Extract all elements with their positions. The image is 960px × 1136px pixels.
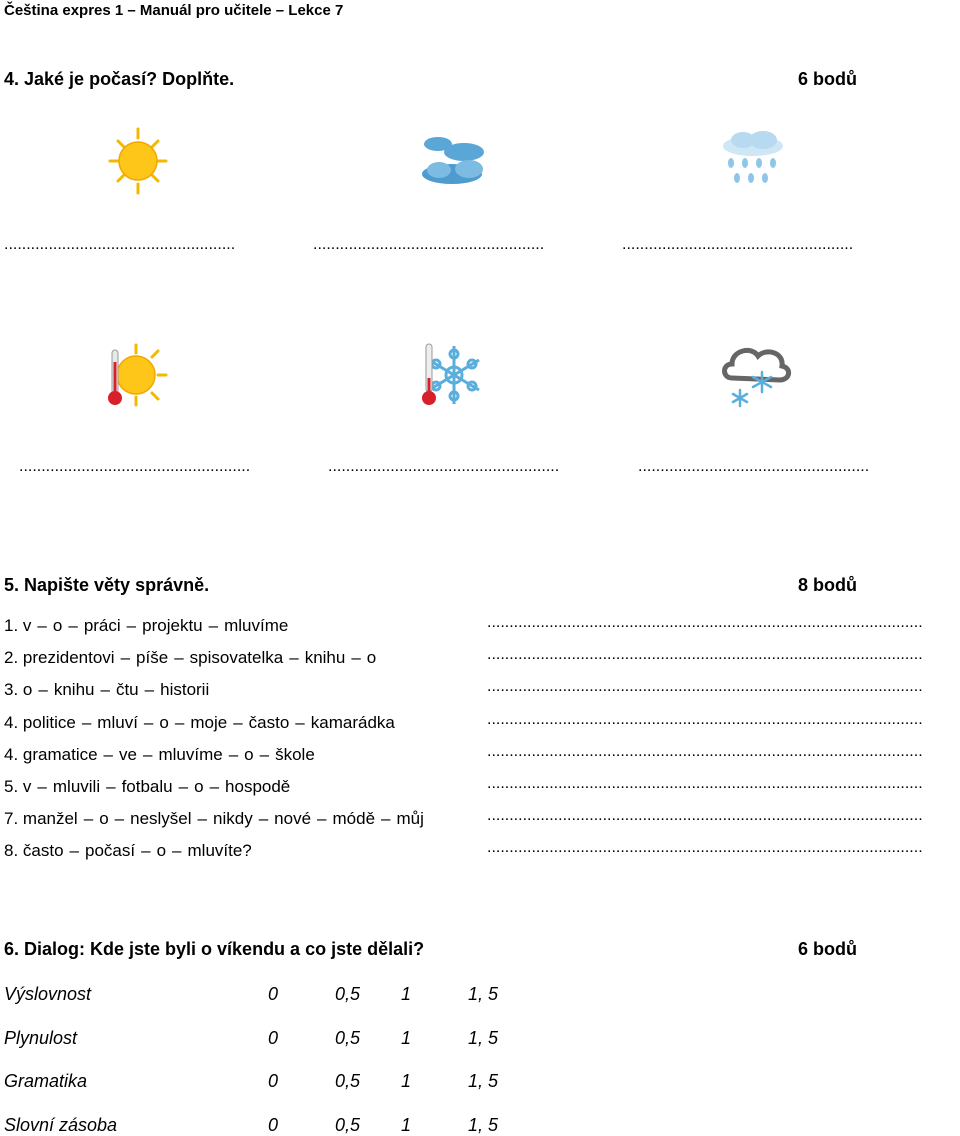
answer-blank-2[interactable]: ....................................................: [313, 236, 545, 253]
scrambled-word: hospodě: [225, 777, 291, 796]
section-6-points: 6 bodů: [798, 939, 857, 959]
word-separator: –: [289, 648, 299, 667]
score-option[interactable]: 0,5: [335, 984, 361, 1004]
score-option[interactable]: 1: [401, 1071, 412, 1091]
sentence-answer-blank[interactable]: ..................................................................................................: [487, 839, 923, 856]
score-option[interactable]: 0,5: [335, 1115, 361, 1135]
sentence-answer-blank[interactable]: ..................................................................................................: [487, 743, 923, 760]
sentence-number: 4.: [4, 713, 23, 732]
score-option[interactable]: 1, 5: [468, 1071, 499, 1091]
scrambled-word: fotbalu: [121, 777, 173, 796]
word-separator: –: [141, 841, 151, 860]
score-option[interactable]: 1, 5: [468, 1028, 499, 1048]
scrambled-word: gramatice: [22, 745, 98, 764]
sentence-row: [4, 745, 315, 765]
sentence-answer-blank[interactable]: ..................................................................................................: [487, 711, 923, 728]
word-separator: –: [233, 713, 243, 732]
score-option[interactable]: 0,5: [335, 1028, 361, 1048]
word-separator: –: [126, 616, 137, 635]
scrambled-word: nové: [274, 809, 312, 828]
scrambled-word: manžel: [22, 809, 78, 828]
scrambled-word: škole: [275, 745, 315, 764]
word-separator: –: [381, 809, 391, 828]
scrambled-word: ve: [119, 745, 137, 764]
sentence-answer-blank[interactable]: ..................................................................................................: [487, 775, 923, 792]
sentence-answer-blank[interactable]: ..................................................................................................: [487, 678, 923, 695]
score-option[interactable]: 1: [401, 984, 412, 1004]
scrambled-word: počasí: [85, 841, 136, 860]
word-separator: –: [143, 713, 154, 732]
score-option[interactable]: 0: [268, 1115, 279, 1135]
sentence-row: [4, 713, 395, 733]
scrambled-word: mluvíme: [224, 616, 289, 635]
scrambled-word: v: [22, 777, 32, 796]
scrambled-word: píše: [136, 648, 169, 667]
rain-cloud-icon: [713, 126, 793, 196]
sentence-row: [4, 648, 376, 668]
scrambled-word: neslyšel: [130, 809, 192, 828]
word-separator: –: [208, 616, 219, 635]
score-option[interactable]: 1, 5: [468, 1115, 499, 1135]
sentence-answer-blank[interactable]: ..................................................................................................: [487, 614, 923, 631]
scrambled-word: knihu: [304, 648, 346, 667]
score-option[interactable]: 0: [268, 984, 279, 1004]
word-separator: –: [142, 745, 153, 764]
word-separator: –: [106, 777, 116, 796]
sentence-answer-blank[interactable]: ..................................................................................................: [487, 646, 923, 663]
word-separator: –: [259, 745, 270, 764]
word-separator: –: [81, 713, 92, 732]
sentence-number: 2.: [4, 648, 23, 667]
scrambled-word: moje: [190, 713, 228, 732]
word-separator: –: [114, 809, 125, 828]
sentence-number: 3.: [4, 680, 23, 699]
word-separator: –: [295, 713, 305, 732]
answer-blank-4[interactable]: ....................................................: [19, 458, 251, 475]
word-separator: –: [83, 809, 94, 828]
scrambled-word: nikdy: [213, 809, 253, 828]
scrambled-word: mluví: [97, 713, 138, 732]
sentence-row: [4, 809, 424, 829]
score-option[interactable]: 0: [268, 1071, 279, 1091]
sentence-row: [4, 616, 288, 636]
criterion-label: Plynulost: [4, 1028, 78, 1048]
scrambled-word: projektu: [142, 616, 203, 635]
criterion-label: Gramatika: [4, 1071, 88, 1091]
word-separator: –: [68, 616, 78, 635]
answer-blank-1[interactable]: ....................................................: [4, 236, 236, 253]
scrambled-word: v: [22, 616, 32, 635]
answer-blank-5[interactable]: ....................................................: [328, 458, 560, 475]
scrambled-word: spisovatelka: [189, 648, 284, 667]
scrambled-word: práci: [83, 616, 121, 635]
sentence-number: 4.: [4, 745, 23, 764]
section-4-points: 6 bodů: [798, 69, 857, 89]
answer-blank-3[interactable]: ....................................................: [622, 236, 854, 253]
word-separator: –: [144, 680, 155, 699]
scrambled-word: kamarádka: [310, 713, 395, 732]
word-separator: –: [197, 809, 208, 828]
score-option[interactable]: 1, 5: [468, 984, 499, 1004]
scrambled-word: často: [248, 713, 290, 732]
scrambled-word: často: [22, 841, 64, 860]
word-separator: –: [174, 713, 185, 732]
sentence-row: [4, 680, 209, 700]
scrambled-word: módě: [332, 809, 376, 828]
word-separator: –: [209, 777, 220, 796]
word-separator: –: [178, 777, 189, 796]
clouds-icon: [414, 124, 494, 194]
sentence-row: [4, 841, 252, 861]
word-separator: –: [172, 841, 182, 860]
page-header: Čeština expres 1 – Manuál pro učitele – Lekce 7: [4, 2, 344, 19]
sentence-number: 1.: [4, 616, 23, 635]
cold-thermometer-snowflake-icon: [418, 340, 484, 410]
scrambled-word: o: [159, 713, 169, 732]
score-option[interactable]: 1: [401, 1028, 412, 1048]
sentence-number: 8.: [4, 841, 23, 860]
score-option[interactable]: 0,5: [335, 1071, 361, 1091]
scrambled-word: knihu: [53, 680, 95, 699]
criterion-label: Slovní zásoba: [4, 1115, 118, 1135]
scrambled-word: o: [156, 841, 167, 860]
section-5-title: 5. Napište věty správně.: [4, 575, 210, 595]
hot-thermometer-sun-icon: [96, 340, 168, 410]
scrambled-word: o: [244, 745, 254, 764]
section-4-title: 4. Jaké je počasí? Doplňte.: [4, 69, 235, 89]
word-separator: –: [38, 680, 48, 699]
scrambled-word: o: [52, 616, 63, 635]
scrambled-word: o: [366, 648, 377, 667]
scrambled-word: o: [99, 809, 109, 828]
sentence-answer-blank[interactable]: ..................................................................................................: [487, 807, 923, 824]
score-option[interactable]: 1: [401, 1115, 412, 1135]
section-5-points: 8 bodů: [798, 575, 857, 595]
word-separator: –: [103, 745, 114, 764]
word-separator: –: [351, 648, 361, 667]
scrambled-word: historii: [160, 680, 210, 699]
scrambled-word: čtu: [115, 680, 139, 699]
criterion-label: Výslovnost: [4, 984, 92, 1004]
scrambled-word: o: [22, 680, 33, 699]
word-separator: –: [120, 648, 131, 667]
word-separator: –: [37, 616, 47, 635]
snow-cloud-icon: [718, 338, 794, 412]
word-separator: –: [174, 648, 184, 667]
word-separator: –: [100, 680, 110, 699]
sentence-number: 7.: [4, 809, 23, 828]
answer-blank-6[interactable]: ....................................................: [638, 458, 870, 475]
word-separator: –: [317, 809, 327, 828]
score-option[interactable]: 0: [268, 1028, 279, 1048]
scrambled-word: mluvili: [52, 777, 101, 796]
scrambled-word: prezidentovi: [22, 648, 115, 667]
word-separator: –: [69, 841, 80, 860]
scrambled-word: mluvíte?: [187, 841, 252, 860]
sentence-row: [4, 777, 290, 797]
word-separator: –: [258, 809, 269, 828]
scrambled-word: o: [194, 777, 204, 796]
sentence-number: 5.: [4, 777, 23, 796]
scrambled-word: politice: [22, 713, 76, 732]
section-6-title: 6. Dialog: Kde jste byli o víkendu a co jste dělali?: [4, 939, 425, 959]
sun-icon: [108, 126, 168, 196]
word-separator: –: [37, 777, 47, 796]
scrambled-word: mluvíme: [158, 745, 223, 764]
scrambled-word: můj: [396, 809, 424, 828]
word-separator: –: [228, 745, 239, 764]
